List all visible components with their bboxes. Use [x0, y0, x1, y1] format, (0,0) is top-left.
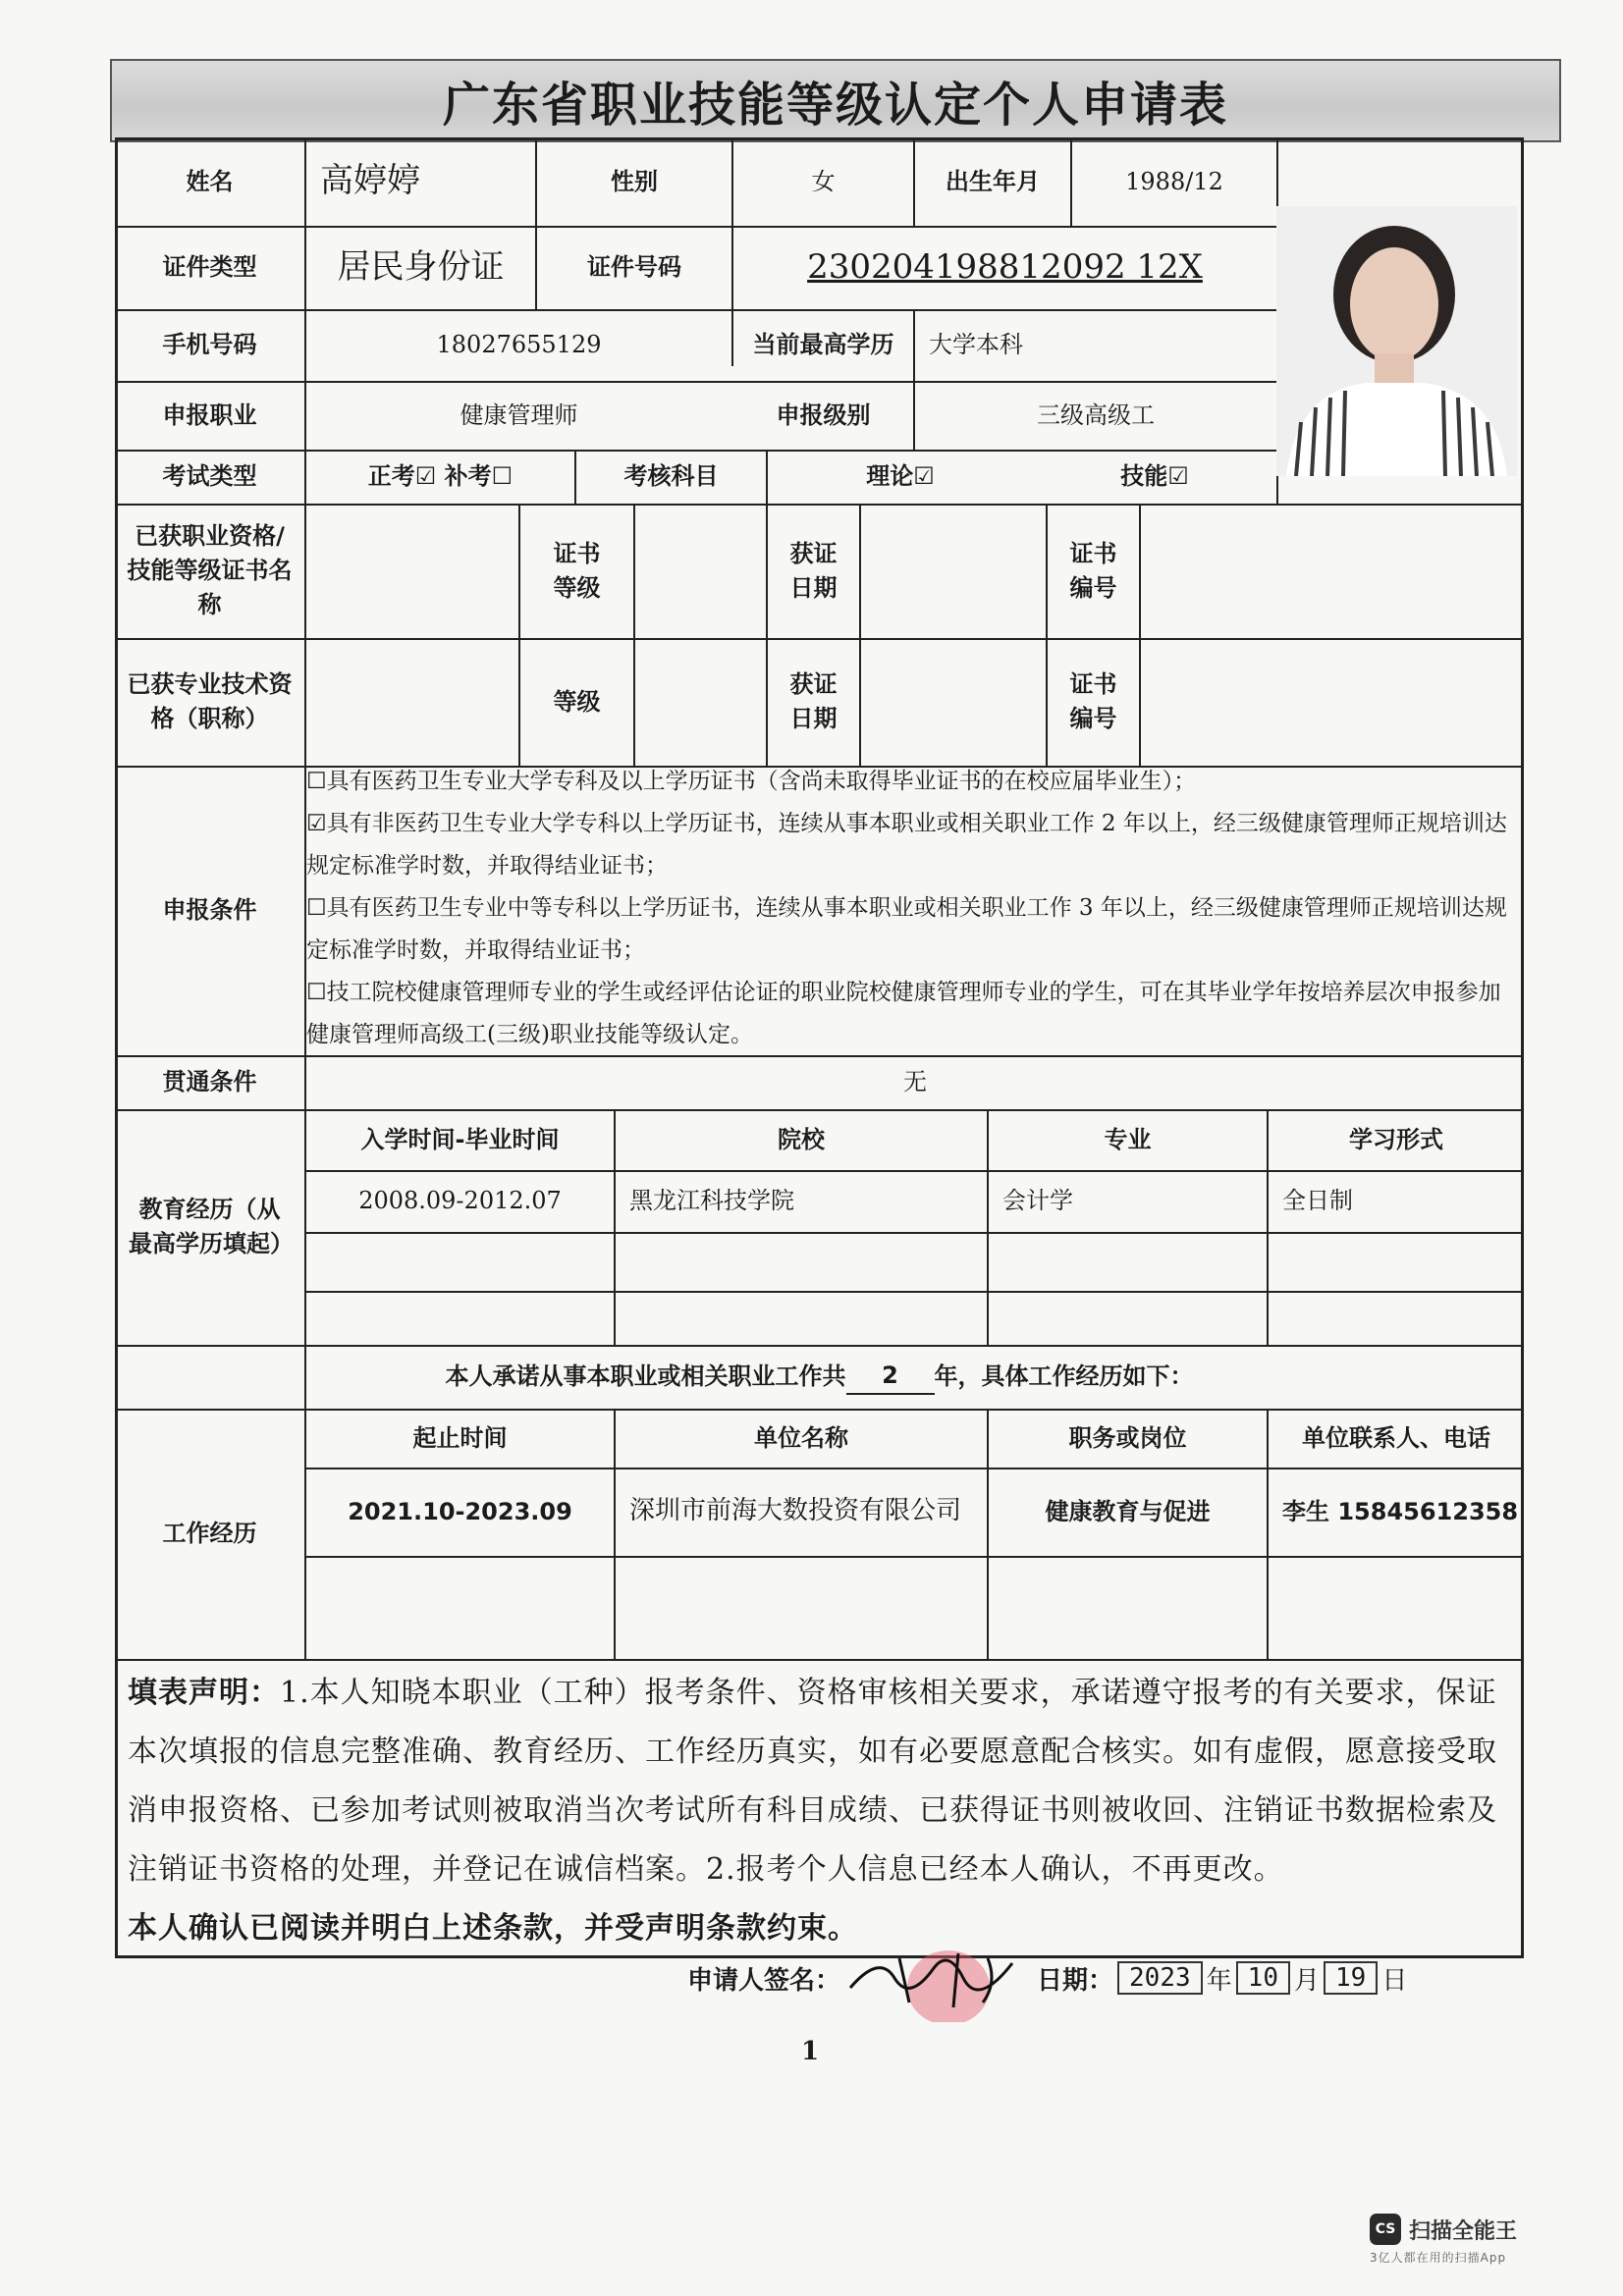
edu-time: 2008.09-2012.07 — [358, 1187, 562, 1215]
job-label: 申报职业 — [162, 400, 257, 429]
cert-date-label: 获证日期 — [789, 539, 838, 602]
commit-years: 2 — [846, 1359, 935, 1395]
edu-label: 当前最高学历 — [752, 331, 894, 359]
work-company: 深圳市前海大数投资有限公司 — [629, 1496, 962, 1526]
work-label: 工作经历 — [162, 1520, 257, 1548]
name-value: 高婷婷 — [320, 161, 420, 201]
level-label: 申报级别 — [776, 400, 871, 429]
person-photo-icon — [1276, 206, 1517, 476]
id-no-value: 230204198812092 12X — [807, 246, 1203, 287]
sign-day: 19 — [1324, 1961, 1378, 1995]
id-type-label: 证件类型 — [162, 253, 257, 282]
applicant-photo — [1276, 206, 1517, 476]
edu-school: 黑龙江科技学院 — [629, 1187, 794, 1215]
cert-row2-no-label: 证书编号 — [1069, 670, 1117, 732]
exam-theory: 理论☑ — [866, 462, 935, 491]
page-number: 1 — [800, 2037, 820, 2066]
exam-type-label: 考试类型 — [162, 462, 257, 491]
cert-row2-date-label: 获证日期 — [789, 670, 838, 732]
conditions-list — [306, 761, 1514, 1056]
work-time: 2021.10-2023.09 — [348, 1497, 572, 1525]
condition-item: ☐具有医药卫生专业大学专科及以上学历证书（含尚未取得毕业证书的在校应届毕业生）； — [306, 769, 1197, 794]
condition-item: ☐技工院校健康管理师专业的学生或经评估论证的职业院校健康管理师专业的学生，可在其毕业学年按培养层次申报参加健康管理师高级工(三级)职业技能等级认定。 — [306, 980, 1501, 1047]
birth-value: 1988/12 — [1125, 167, 1223, 195]
work-header-time: 起止时间 — [412, 1423, 508, 1452]
phone-label: 手机号码 — [162, 331, 257, 359]
sign-label: 申请人签名： — [687, 1965, 841, 1996]
id-no-label: 证件号码 — [587, 253, 681, 282]
day-unit: 日 — [1381, 1965, 1408, 1996]
year-unit: 年 — [1206, 1965, 1232, 1996]
declaration-confirm: 本人确认已阅读并明白上述条款，并受声明条款约束。 — [128, 1911, 858, 1946]
exam-subject-label: 考核科目 — [623, 462, 719, 491]
birth-label: 出生年月 — [946, 167, 1040, 195]
edu-header-major: 专业 — [1104, 1125, 1152, 1153]
signature-area — [840, 1953, 1037, 2002]
edu-header-school: 院校 — [778, 1125, 825, 1153]
date-label: 日期： — [1037, 1965, 1114, 1996]
work-contact: 李生 15845612358 — [1282, 1497, 1519, 1525]
cs-logo-icon: CS — [1370, 2214, 1401, 2245]
form-title: 广东省职业技能等级认定个人申请表 — [110, 59, 1561, 142]
gender-value: 女 — [811, 167, 836, 195]
cert-row1-label: 已获职业资格/技能等级证书名称 — [127, 522, 293, 618]
name-label: 姓名 — [186, 167, 234, 195]
cert-row2-label: 已获专业技术资格（职称） — [127, 670, 293, 732]
condition-item: ☑具有非医药卫生专业大学专科以上学历证书，连续从事本职业或相关职业工作 2 年以上，经三级健康管理师正规培训达规定标准学时数，并取得结业证书； — [306, 811, 1507, 879]
sign-year: 2023 — [1117, 1961, 1203, 1995]
cert-level-label: 证书等级 — [553, 539, 601, 602]
commit-prefix: 本人承诺从事本职业或相关职业工作共 — [445, 1362, 846, 1391]
exam-skill: 技能☑ — [1120, 462, 1189, 491]
level-value: 三级高级工 — [1037, 400, 1155, 429]
gender-label: 性别 — [611, 167, 658, 195]
job-value: 健康管理师 — [460, 400, 578, 429]
month-unit: 月 — [1293, 1965, 1320, 1996]
watermark-tagline: 3亿人都在用的扫描App — [1370, 2251, 1507, 2265]
handwritten-signature-icon — [840, 1934, 1037, 2022]
condition-item: ☐具有医药卫生专业中等专科以上学历证书，连续从事本职业或相关职业工作 3 年以上，经三级健康管理师正规培训达规定标准学时数，并取得结业证书； — [306, 895, 1507, 963]
commitment-row — [115, 1345, 1524, 1409]
conditions-label: 申报条件 — [162, 896, 257, 925]
phone-value: 18027655129 — [436, 331, 602, 359]
cert-row2-level-label: 等级 — [553, 687, 601, 716]
commit-suffix: 年，具体工作经历如下： — [934, 1362, 1194, 1391]
work-position: 健康教育与促进 — [1045, 1497, 1211, 1525]
signature-row — [687, 1953, 1522, 2002]
through-value: 无 — [903, 1068, 927, 1096]
watermark-brand: 扫描全能王 — [1409, 2218, 1518, 2244]
sign-month: 10 — [1236, 1961, 1290, 1995]
edu-major: 会计学 — [1002, 1187, 1073, 1215]
work-header-position: 职务或岗位 — [1068, 1423, 1187, 1452]
declaration-lead: 填表声明： — [128, 1676, 280, 1710]
scanner-watermark — [1370, 2214, 1605, 2272]
edu-header-time: 入学时间-毕业时间 — [360, 1125, 560, 1153]
education-label: 教育经历（从最高学历填起） — [129, 1196, 294, 1257]
id-type-value: 居民身份证 — [337, 246, 505, 287]
edu-value: 大学本科 — [929, 331, 1023, 359]
edu-form: 全日制 — [1282, 1187, 1353, 1215]
work-header-company: 单位名称 — [754, 1423, 848, 1452]
edu-header-form: 学习形式 — [1349, 1125, 1443, 1153]
cert-no-label: 证书编号 — [1069, 539, 1117, 602]
work-header-contact: 单位联系人、电话 — [1302, 1423, 1490, 1452]
exam-type-value: 正考☑ 补考☐ — [367, 462, 514, 491]
declaration-text: 1.本人知晓本职业（工种）报考条件、资格审核相关要求，承诺遵守报考的有关要求，保证本次填报的信息完整准确、教育经历、工作经历真实，如有必要愿意配合核实。如有虚假，愿意接受取消申报资格、已参加考试则被取消当次考试所有科目成绩、已获得证书则被收回、注销证书数据检索及注销证书资格的处理，并登记在诚信档案。2.报考个人信息已经本人确认，不再更改。 — [128, 1676, 1497, 1887]
declaration — [128, 1664, 1514, 1958]
through-label: 贯通条件 — [162, 1068, 257, 1096]
